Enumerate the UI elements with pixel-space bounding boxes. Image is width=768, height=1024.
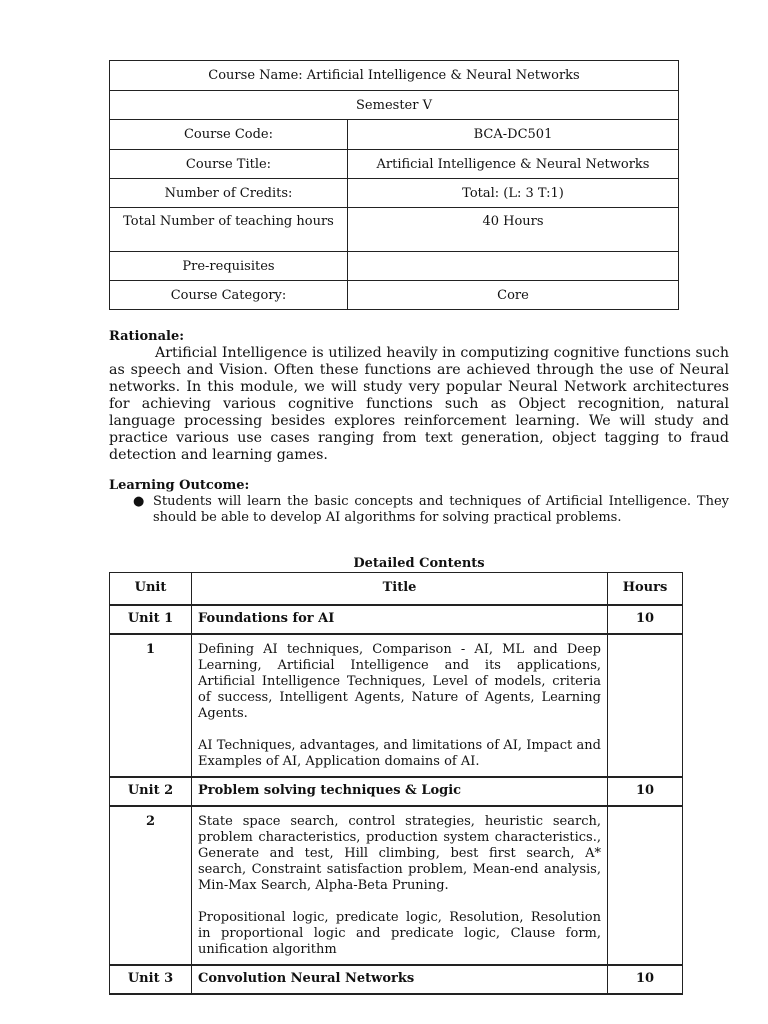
course-info-table <box>109 60 679 310</box>
unit-content <box>192 806 608 965</box>
course-title-value: Artificial Intelligence & Neural Networks <box>348 150 679 179</box>
unit-content-paragraph: AI Techniques, advantages, and limitations of AI, Impact and Examples of AI, Application domains of AI. <box>198 737 601 769</box>
unit-content-paragraph: State space search, control strategies, heuristic search, problem characteristics, production system characteristics., Generate and test, Hill climbing, best first search, A* search, Constraint satisfaction problem, Mean-end analysis, Min-Max Search, Alpha-Beta Pruning. <box>198 813 601 893</box>
credits-label: Number of Credits: <box>110 179 348 208</box>
rationale-section <box>109 328 729 464</box>
unit-label: Unit 1 <box>110 605 192 634</box>
course-code-value: BCA-DC501 <box>348 120 679 150</box>
learning-outcome-list <box>109 494 729 526</box>
prerequisites-value <box>348 252 679 281</box>
learning-outcome-heading: Learning Outcome: <box>109 478 250 493</box>
rationale-text: Artificial Intelligence is utilized heavily in computizing cognitive functions such as speech and Vision. Often these functions are achieved through the use of Neural networks. In this module, we will study very popular Neural Network architectures for achieving various cognitive functions such as Object recognition, natural language processing besides explores reinforcement learning. We will study and practice various use cases ranging from text generation, object tagging to fraud detection and learning games. <box>109 345 729 463</box>
unit-hours: 10 <box>608 965 683 994</box>
rationale-heading: Rationale: <box>109 329 185 344</box>
bullet-icon: ● <box>133 494 145 509</box>
teaching-hours-label: Total Number of teaching hours <box>110 208 348 252</box>
table-row <box>110 634 683 777</box>
unit-hours-empty <box>608 634 683 777</box>
unit-number: 2 <box>110 806 192 965</box>
semester: Semester V <box>110 91 679 120</box>
list-item <box>133 494 729 526</box>
learning-outcome-section <box>109 478 729 526</box>
table-row <box>110 777 683 806</box>
unit-label: Unit 2 <box>110 777 192 806</box>
unit-number: 1 <box>110 634 192 777</box>
unit-title: Convolution Neural Networks <box>192 965 608 994</box>
table-row <box>110 605 683 634</box>
course-title-label: Course Title: <box>110 150 348 179</box>
unit-hours-empty <box>608 806 683 965</box>
unit-hours: 10 <box>608 777 683 806</box>
learning-outcome-text: Students will learn the basic concepts and techniques of Artificial Intelligence. They should be able to develop AI algorithms for solving practical problems. <box>153 494 729 525</box>
course-code-label: Course Code: <box>110 120 348 150</box>
unit-label: Unit 3 <box>110 965 192 994</box>
course-category-value: Core <box>348 281 679 310</box>
teaching-hours-value: 40 Hours <box>348 208 679 252</box>
detailed-contents-table <box>109 572 683 995</box>
hours-header: Hours <box>608 573 683 605</box>
unit-content-paragraph: Defining AI techniques, Comparison - AI, ML and Deep Learning, Artificial Intelligence and its applications, Artificial Intelligence Techniques, Level of models, criteria of success, Intelligent Agents, Nature of Agents, Learning Agents. <box>198 641 601 721</box>
unit-header: Unit <box>110 573 192 605</box>
title-header: Title <box>192 573 608 605</box>
unit-title: Foundations for AI <box>192 605 608 634</box>
course-name: Course Name: Artificial Intelligence & Neural Networks <box>110 61 679 91</box>
course-category-label: Course Category: <box>110 281 348 310</box>
prerequisites-label: Pre-requisites <box>110 252 348 281</box>
unit-hours: 10 <box>608 605 683 634</box>
detailed-contents-title: Detailed Contents <box>353 556 485 571</box>
credits-value: Total: (L: 3 T:1) <box>348 179 679 208</box>
unit-content-paragraph: Propositional logic, predicate logic, Resolution, Resolution in proportional logic and predicate logic, Clause form, unification algorithm <box>198 909 601 957</box>
table-row <box>110 806 683 965</box>
table-row <box>110 965 683 994</box>
unit-title: Problem solving techniques & Logic <box>192 777 608 806</box>
unit-content <box>192 634 608 777</box>
